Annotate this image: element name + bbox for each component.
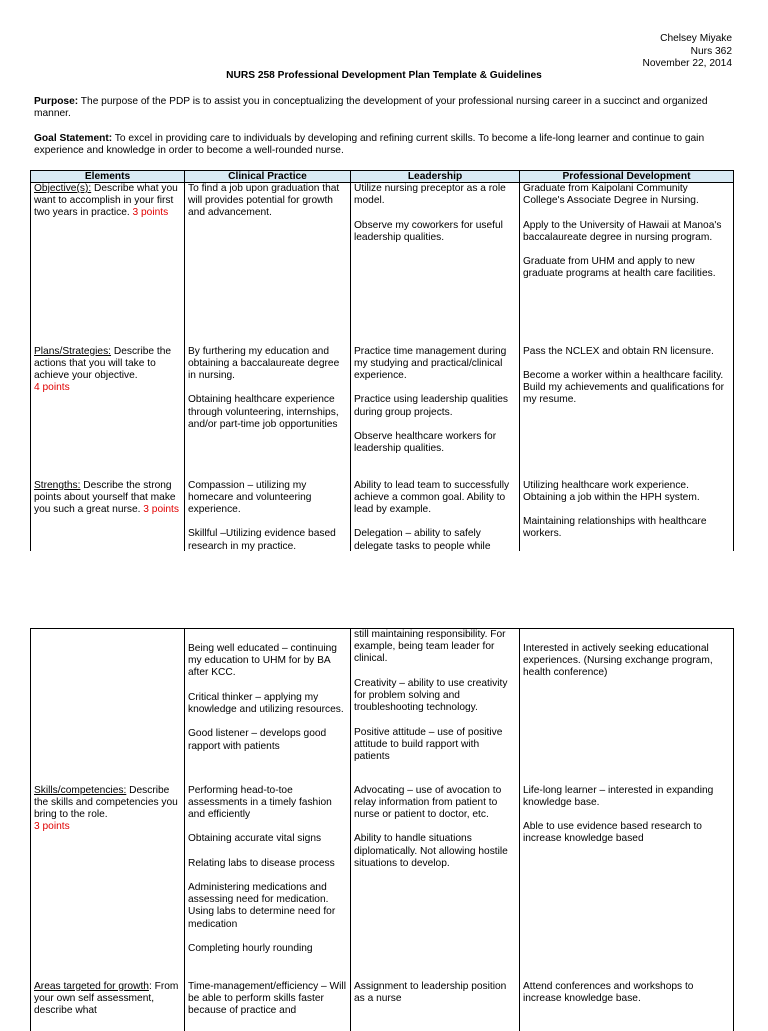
cell-text: Time-management/efficiency – Will be able to perform skills faster because of practice and	[188, 980, 346, 1016]
document-title: NURS 258 Professional Development Plan Template & Guidelines	[226, 70, 542, 81]
cell-text: Obtaining healthcare experience through volunteering, internships, and/or part-time job opportunities	[188, 394, 339, 430]
table-header-row	[31, 171, 734, 183]
element-description: Describe the actions that you will take to achieve your objective.	[34, 345, 172, 381]
cell-text: Able to use evidence based research to increase knowledge based	[523, 821, 702, 845]
professional-cell	[520, 785, 734, 981]
cell-text: Practice time management during my studying and practical/clinical experience.	[354, 345, 507, 381]
points-label: 3 points	[34, 821, 70, 833]
element-cell	[31, 981, 185, 1031]
element-label: Skills/competencies:	[34, 784, 127, 796]
cell-text: Observe my coworkers for useful leadership qualities.	[354, 219, 503, 243]
element-cell	[31, 480, 185, 554]
cell-text: Relating labs to disease process	[188, 857, 335, 869]
cell-text: Ability to handle situations diplomatically. Not allowing hostile situations to develop.	[354, 833, 508, 869]
cell-text: Compassion – utilizing my homecare and volunteering experience.	[188, 479, 312, 515]
leadership-cell	[351, 629, 520, 785]
leadership-cell	[351, 981, 520, 1031]
cell-text: Critical thinker – applying my knowledge and utilizing resources.	[188, 691, 344, 715]
cell-text: Skillful –Utilizing evidence based research in my practice.	[188, 528, 336, 552]
element-cell	[31, 629, 185, 785]
cell-text: By furthering my education and obtaining a baccalaureate degree in nursing.	[188, 345, 340, 381]
points-label: 3 points	[129, 207, 169, 219]
cell-text: Good listener – develops good rapport with patients	[188, 728, 327, 752]
element-description: : From your own self assessment, describe what	[34, 980, 179, 1016]
points-label: 3 points	[140, 503, 179, 515]
cell-text: Performing head-to-toe assessments in a timely fashion and efficiently	[188, 784, 332, 820]
clinical-cell	[185, 480, 351, 554]
table-row	[31, 480, 734, 554]
cell-text: Apply to the University of Hawaii at Manoa's baccalaureate degree in nursing program.	[523, 219, 722, 243]
column-header: Elements	[31, 171, 185, 183]
cell-text: Practice using leadership qualities during group projects.	[354, 394, 509, 418]
cell-text: Creativity – ability to use creativity for problem solving and troubleshooting technology.	[354, 677, 508, 714]
professional-cell	[520, 346, 734, 480]
cell-text: Maintaining relationships with healthcare workers.	[523, 516, 707, 540]
cell-text: Observe healthcare workers for leadership qualities.	[354, 430, 497, 455]
table-row	[31, 981, 734, 1031]
clinical-cell	[185, 183, 351, 346]
column-header: Clinical Practice	[185, 171, 351, 183]
clinical-cell	[185, 785, 351, 981]
element-cell	[31, 346, 185, 480]
cell-text: Graduate from Kaipolani Community College's Associate Degree in Nursing.	[523, 183, 699, 207]
element-cell	[31, 183, 185, 346]
purpose-paragraph	[34, 96, 734, 120]
author-name: Chelsey Miyake	[660, 33, 732, 44]
professional-cell	[520, 480, 734, 554]
cell-text: Utilizing healthcare work experience. Obtaining a job within the HPH system.	[523, 479, 700, 503]
header-block	[643, 33, 732, 71]
professional-cell	[520, 981, 734, 1031]
table-row	[31, 346, 734, 480]
cell-text: Delegation – ability to safely delegate tasks to people while	[354, 528, 491, 552]
goal-label: Goal Statement:	[34, 133, 113, 144]
cell-text: Obtaining accurate vital signs	[188, 833, 322, 845]
element-label: Plans/Strategies:	[34, 345, 112, 357]
clinical-cell	[185, 981, 351, 1031]
cell-text: Utilize nursing preceptor as a role model.	[354, 183, 506, 207]
cell-text: Assignment to leadership position as a nurse	[354, 980, 507, 1004]
column-header: Leadership	[351, 171, 520, 183]
element-label: Areas targeted for growth	[34, 980, 149, 992]
leadership-cell	[351, 480, 520, 554]
document-date: November 22, 2014	[642, 58, 732, 69]
pdp-table-page-1	[30, 170, 734, 554]
professional-cell	[520, 629, 734, 785]
table-row	[31, 785, 734, 981]
element-description: Describe the strong points about yourself that make you such a great nurse.	[34, 479, 176, 515]
page-break-gap	[0, 551, 768, 621]
column-header: Professional Development	[520, 171, 734, 183]
element-description: Describe the skills and competencies you bring to the role.	[34, 784, 178, 820]
cell-text: Graduate from UHM and apply to new graduate programs at health care facilities.	[523, 256, 716, 280]
element-label: Objective(s):	[34, 183, 92, 194]
table-row	[31, 183, 734, 346]
cell-text: Ability to lead team to successfully achieve a common goal. Ability to lead by example.	[354, 479, 510, 515]
cell-text: To find a job upon graduation that will provides potential for growth and advancement.	[188, 183, 340, 219]
goal-paragraph	[34, 133, 734, 157]
leadership-cell	[351, 785, 520, 981]
leadership-cell	[351, 346, 520, 480]
purpose-text: The purpose of the PDP is to assist you in conceptualizing the development of your professional nursing career in a succinct and organized manner.	[34, 96, 708, 120]
cell-text: Interested in actively seeking educational experiences. (Nursing exchange program, health conference)	[523, 643, 713, 679]
cell-text: Pass the NCLEX and obtain RN licensure.	[523, 345, 714, 357]
cell-text: Being well educated – continuing my education to UHM for by BA after KCC.	[188, 643, 337, 679]
cell-text: still maintaining responsibility. For example, being team leader for clinical.	[354, 629, 506, 665]
cell-text: Positive attitude – use of positive attitude to build rapport with patients	[354, 726, 503, 762]
element-cell	[31, 785, 185, 981]
pdp-table-page-2	[30, 628, 734, 1031]
element-label: Strengths:	[34, 479, 81, 491]
cell-text: Administering medications and assessing need for medication. Using labs to determine need for medication	[188, 882, 336, 930]
clinical-cell	[185, 346, 351, 480]
cell-text: Attend conferences and workshops to increase knowledge base.	[523, 980, 694, 1004]
clinical-cell	[185, 629, 351, 785]
goal-text: To excel in providing care to individuals by developing and refining current skills. To become a life-long learner and continue to gain experience and knowledge in order to become a well-rounded nurse.	[34, 133, 705, 157]
cell-text: Life-long learner – interested in expanding knowledge base.	[523, 784, 714, 808]
cell-text: Become a worker within a healthcare facility. Build my achievements and qualifications for my resume.	[523, 369, 725, 406]
table-row	[31, 629, 734, 785]
cell-text: Completing hourly rounding	[188, 943, 313, 955]
professional-cell	[520, 183, 734, 346]
purpose-label: Purpose:	[34, 96, 79, 107]
course-code: Nurs 362	[690, 45, 732, 57]
cell-text: Advocating – use of avocation to relay information from patient to nurse or patient to doctor, etc.	[354, 784, 502, 820]
points-label: 4 points	[34, 382, 70, 394]
element-description: Describe what you want to accomplish in your first two years in practice.	[34, 183, 178, 219]
leadership-cell	[351, 183, 520, 346]
